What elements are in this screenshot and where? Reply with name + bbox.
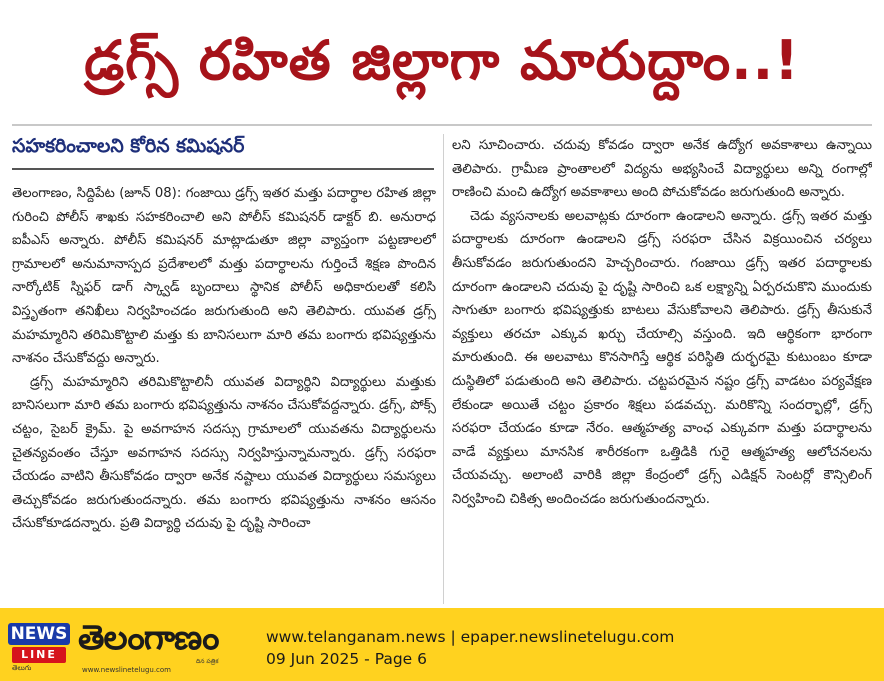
article-column-left: [12, 182, 436, 612]
column-divider: [443, 134, 444, 604]
newsline-logo-tag: తెలుగు: [12, 664, 32, 672]
article-paragraph: డ్రగ్స్ మహమ్మారిని తరిమికొట్టాలినీ యువత విద్యార్థిని విద్యార్థులు మత్తుకు బానిసలుగా మారి తమ బంగారు భవిష్యత్తును నాశనం చేసుకోవద్దన్నారు. డ్రగ్స్, పోక్స్ చట్టం, సైబర్ క్రైమ్. పై అవగాహన సదస్సు గ్రామాలలో యువతను విద్యార్థులను చైతన్యవంతం చేస్తూ అవగాహన సదస్సు నిర్వహిస్తున్నామన్నారు. డ్రగ్స్ సరఫరా చేయడం వాటిని తీసుకోవడం ద్వారా అనేక నష్టాలు యువత విద్యార్థులు సమస్యలు తెచ్చుకోవడం జరుగుతుందన్నారు. తమ బంగారు భవిష్యత్తును నాశనం ఆసనం చేసుకోకూడదన్నారు. ప్రతి విద్యార్థి చదువు పై దృష్టి సారించా: [12, 374, 436, 532]
newsline-logo-line: LINE: [12, 647, 66, 663]
telanganam-logo-text: తెలంగాణం: [78, 618, 219, 658]
footer-date-page: 09 Jun 2025 - Page 6: [266, 650, 428, 668]
newsline-logo[interactable]: [8, 617, 70, 673]
subheading: సహకరించాలని కోరిన కమిషనర్: [12, 135, 245, 157]
footer-links[interactable]: www.telanganam.news | epaper.newslinetelugu.com: [266, 628, 675, 646]
telanganam-logo[interactable]: [78, 612, 246, 676]
telanganam-logo-sub: దిన పత్రిక: [196, 658, 219, 665]
newsline-logo-news: NEWS: [8, 623, 70, 645]
article-paragraph: లని సూచించారు. చదువు కోవడం ద్వారా అనేక ఉద్యోగ అవకాశాలు ఉన్నాయి తెలిపారు. గ్రామీణ ప్రాంతాలలో విద్యను అభ్యసించే విద్యార్థులు అన్ని రంగాల్లో రాణించి మంచి ఉద్యోగ అవకాశాలు అంది పోచుకోవడం జరుగుతుంది అన్నారు.: [452, 138, 872, 201]
headline-rule: [12, 124, 872, 126]
article-paragraph: తెలంగాణం, సిద్దిపేట (జూన్ 08): గంజాయి డ్రగ్స్ ఇతర మత్తు పదార్థాల రహిత జిల్లా గురించి పోలీస్ శాఖకు సహకరించాలి అని పోలీస్ కమిషనర్ డాక్టర్ బి. అనురాధ ఐపీఎస్ అన్నారు. పోలీస్ కమిషనర్ మాట్లాడుతూ జిల్లా వ్యాప్తంగా పట్టణాలలో గ్రామాలలో అనుమానాస్పద ప్రదేశాలలో మత్తు పదార్థాలను గుర్తించే శిక్షణ పొందిన నార్కోటిక్ స్నిఫర్ డాగ్ స్క్వాడ్ బృందాలు స్థానిక పోలీస్ అధికారులతో కలిసి విస్తృతంగా తనిఖీలు నిర్వహించడం జరుగుతుంది అని తెలిపారు. యువత డ్రగ్స్ మహమ్మారిని తరిమికొట్టాలి మత్తు కు బానిసలుగా మారి తమ బంగారు భవిష్యత్తును నాశనం చేసుకోవద్దు అన్నారు.: [12, 186, 436, 367]
subheading-underline: [12, 168, 434, 170]
article-paragraph: చెడు వ్యసనాలకు అలవాట్లకు దూరంగా ఉండాలని అన్నారు. డ్రగ్స్ ఇతర మత్తు పదార్థాలకు దూరంగా ఉండాలని డ్రగ్స్ సరఫరా చేసిన విక్రయించిన చర్యలు తీసుకోవడం జరుగుతుందని హెచ్చరించారు. గంజాయి డ్రగ్స్ ఇతర పదార్థాలకు దూరంగా ఉండాలని చదువు పై దృష్టి సారించి ఒక లక్ష్యాన్ని ఏర్పరచుకొని ముందుకు సాగుతూ బంగారు భవిష్యత్తుకు బాటలు వేసుకోవాలని తెలిపారు. డ్రగ్స్ తీసుకునే వ్యక్తులు తరచూ ఎక్కువ ఖర్చు చేయాల్సి వస్తుంది. ఇది ఆర్థికంగా భారంగా మారుతుంది. ఈ అలవాటు కొనసాగిస్తే ఆర్థిక పరిస్థితి దుర్భరమై కుటుంబం కూడా దుస్థితిలో పడుతుంది అని తెలిపారు. చట్టపరమైన నష్టం డ్రగ్స్ వాడటం పర్యవేక్షణ లేకుండా అయితే చట్టం ప్రకారం శిక్షలు పడవచ్చు. మరికొన్ని సందర్భాల్లో, డ్రగ్స్ సరఫరా చేయడం కూడా నేరం. ఆత్మహత్య వాంఛ ఎక్కువగా మత్తు పదార్థాలను వాడే వ్యక్తులు మానసిక శారీరకంగా ఒత్తిడికి గురై ఆత్మహత్య ఆలోచనలను చేయవచ్చు. అలాంటి వారికి జిల్లా కేంద్రంలో డ్రగ్స్ ఎడిక్షన్ సెంటర్లో కౌన్సిలింగ్ నిర్వహించి చికిత్స అందించడం జరుగుతుందన్నారు.: [452, 208, 872, 507]
telanganam-logo-url: www.newslinetelugu.com: [82, 666, 171, 674]
headline: డ్రగ్స్ రహిత జిల్లాగా మారుద్దాం..!: [84, 29, 800, 92]
article-column-right: [452, 134, 872, 604]
